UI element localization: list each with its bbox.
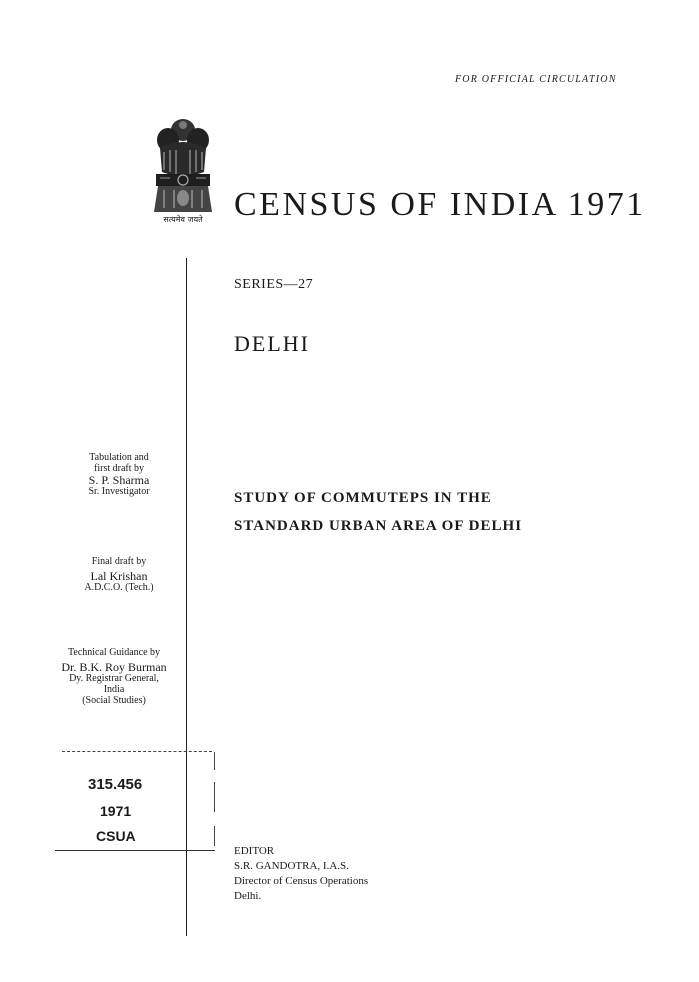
vertical-divider [186,258,187,936]
state-name: DELHI [234,331,310,356]
shelfmark-code: CSUA [96,828,136,844]
credit-label: Final draft by [91,556,147,567]
credit-designation: Sr. Investigator [88,486,150,497]
editor-heading: EDITOR [234,845,275,857]
shelfmark-bottom-rule [55,850,215,851]
credit-designation: India [103,684,125,695]
shelfmark-top-rule [62,751,212,752]
editor-place: Delhi. [234,890,262,902]
credit-tabulation [54,452,184,497]
credit-name: Dr. B.K. Roy Burman [61,660,167,674]
series-number: SERIES—27 [234,277,314,292]
credit-label: Tabulation and [89,452,149,463]
study-title-line2: STANDARD URBAN AREA OF DELHI [234,518,523,534]
shelfmark-edge [214,752,215,770]
editor-block [234,844,368,904]
editor-designation: Director of Census Operations [234,875,369,887]
credit-technical-guidance [44,647,184,706]
editor-name: S.R. GANDOTRA, I.A.S. [234,860,349,872]
credit-name: Lal Krishan [90,569,148,583]
emblem-motto: सत्यमेव जयते [163,215,203,224]
study-title [234,484,522,540]
circulation-note: FOR OFFICIAL CIRCULATION [455,74,617,85]
shelfmark-year: 1971 [100,803,132,819]
credit-designation: (Social Studies) [82,695,146,706]
credit-name: S. P. Sharma [88,473,150,487]
credit-label: Technical Guidance by [67,647,161,658]
shelfmark-classification: 315.456 [88,776,143,793]
shelfmark-edge [214,826,215,846]
document-title: CENSUS OF INDIA 1971 [234,186,646,223]
credit-label: first draft by [94,463,144,474]
credit-designation: Dy. Registrar General, [69,673,159,684]
credit-final-draft [54,556,184,593]
credit-designation: A.D.C.O. (Tech.) [84,582,154,593]
study-title-line1: STUDY OF COMMUTEPS IN THE [234,490,492,506]
state-emblem-icon [150,110,216,224]
shelfmark-edge [214,782,215,812]
